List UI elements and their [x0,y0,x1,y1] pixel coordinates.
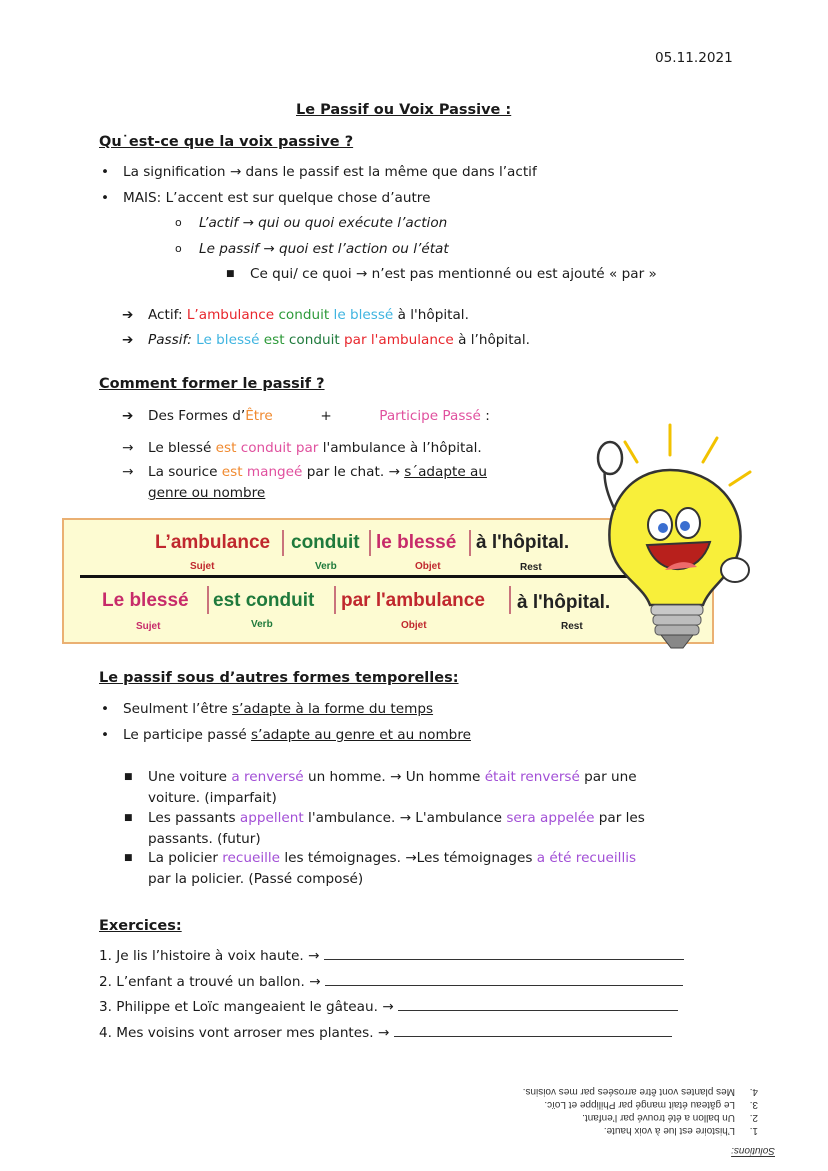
solutions-upside-down [470,1068,780,1158]
heading-tenses: Le passif sous d’autres formes temporelles: [99,670,459,686]
text-segment: recueille [222,850,281,866]
text-line [199,214,447,232]
text-line [148,463,487,481]
text-line [148,407,490,425]
text-segment: par les [594,810,645,826]
text-segment: Le passif → quoi est l’action ou l’état [199,241,449,257]
diagram-separator [80,575,638,578]
text-segment: : [480,408,490,424]
text-segment: Le blessé [191,332,260,348]
exercise-2 [99,973,683,991]
text-segment: L’actif → qui ou quoi exécute l’action [199,215,448,231]
text-segment: MAIS: L’accent est sur quelque chose d’autre [123,190,431,206]
exercise-text: 1. Je lis l’histoire à voix haute. → [99,948,324,964]
text-line [148,768,637,786]
diagram-object: par l'ambulance [341,590,485,611]
label-verb: Verb [315,561,337,572]
arrow-icon: → [122,440,134,456]
heading-what-is-passive: Qu˙est-ce que la voix passive ? [99,134,354,150]
text-segment: Le participe passé [123,727,252,743]
text-segment: Ce qui/ ce quoi → n’est pas mentionné ou est ajouté « par » [250,266,657,282]
text-segment: Participe Passé [379,408,481,424]
exercise-text: 3. Philippe et Loïc mangeaient le gâteau. → [99,999,398,1015]
text-line [123,700,433,718]
text-segment: est [215,440,237,456]
text-segment: s’adapte au genre et au nombre [251,727,471,743]
text-segment: par une [579,769,637,785]
circle-bullet-icon: o [175,242,182,255]
text-segment: Seulment l’être [123,701,233,717]
label-verb: Verb [251,619,273,630]
circle-bullet-icon: o [175,216,182,229]
text-line [148,484,265,502]
text-segment: était renversé [484,769,580,785]
diagram-verb: est conduit [213,590,315,611]
text-line [148,849,636,867]
text-segment: l'ambulance à l’hôpital. [318,440,482,456]
text-segment: + [272,408,380,424]
date: 05.11.2021 [655,50,733,66]
bullet-icon: • [101,727,110,743]
exercise-3 [99,998,678,1016]
diagram-subject: Le blessé [102,590,189,611]
text-segment: s’adapte à la forme du temps [232,701,434,717]
solution-text: L’histoire est lue à voix haute. [603,1125,735,1136]
solution-number: 3. [749,1099,758,1110]
text-line [199,240,449,258]
exercise-text: 2. L’enfant a trouvé un ballon. → [99,974,325,990]
solution-text: Mes plantes vont être arrosées par mes voisins. [522,1086,735,1097]
text-segment: à l’hôpital. [453,332,530,348]
divider [334,586,336,614]
text-segment: L’ambulance [186,307,275,323]
label-object: Objet [401,620,427,631]
text-segment: conduit [284,332,340,348]
arrow-icon: ➔ [122,332,134,348]
text-segment: le blessé [329,307,394,323]
diagram-verb: conduit [291,532,360,553]
text-segment: mangeé [242,464,303,480]
text-line [148,439,482,457]
answer-blank[interactable] [394,1024,672,1037]
text-segment: les témoignages. →Les témoignages [280,850,537,866]
divider [207,586,209,614]
square-bullet-icon: ■ [226,269,235,279]
diagram-rest: à l'hôpital. [476,532,570,553]
arrow-icon: ➔ [122,408,134,424]
divider [369,530,371,556]
text-line [148,809,645,827]
diagram-subject: L’ambulance [155,532,271,553]
divider [509,586,511,614]
label-rest: Rest [520,562,542,573]
text-segment: s´adapte au [404,464,487,480]
text-segment: voiture. (imparfait) [148,790,277,806]
solution-text: Un ballon a été trouvé par l’enfant. [582,1112,735,1123]
heading-how-to-form: Comment former le passif ? [99,376,325,392]
text-line [250,265,657,283]
label-subject: Sujet [190,561,215,572]
text-segment: a renversé [231,769,304,785]
answer-blank[interactable] [324,947,684,960]
exercise-text: 4. Mes voisins vont arroser mes plantes. → [99,1025,394,1041]
arrow-icon: → [122,464,134,480]
heading-exercises: Exercices: [99,918,182,934]
text-segment: Actif: [148,307,187,323]
solution-number: 1. [749,1125,758,1136]
label-rest: Rest [561,621,583,632]
text-segment: passants. (futur) [148,831,261,847]
text-line [123,163,537,181]
solutions-heading: Solutions: [731,1145,775,1156]
exercise-1 [99,947,684,965]
text-segment: est [221,464,243,480]
text-segment: Des Formes d’ [148,408,246,424]
text-segment: l'ambulance. → L'ambulance [303,810,507,826]
bullet-icon: • [101,164,110,180]
answer-blank[interactable] [398,998,678,1011]
diagram-object: le blessé [376,532,457,553]
text-line [123,726,471,744]
solution-text: Le gâteau était mangé par Philippe et Loïc. [544,1099,735,1110]
text-segment: à l'hôpital. [393,307,469,323]
text-segment: conduit par [236,440,319,456]
bullet-icon: • [101,701,110,717]
text-segment: par le chat. → [302,464,405,480]
text-line [148,870,363,888]
text-segment: par la policier. (Passé composé) [148,871,364,887]
text-segment: La signification → dans le passif est la même que dans l’actif [123,164,537,180]
text-segment: Passif: [148,332,192,348]
label-object: Objet [415,561,441,572]
text-segment: sera appelée [506,810,595,826]
text-segment: un homme. → Un homme [303,769,485,785]
text-line [148,306,469,324]
bullet-icon: • [101,190,110,206]
text-segment: genre ou nombre [148,485,266,501]
text-line [148,789,277,807]
square-bullet-icon: ■ [124,813,133,823]
exercise-4 [99,1024,672,1042]
diagram-rest: à l'hôpital. [517,592,611,613]
divider [282,530,284,556]
text-segment: Les passants [148,810,240,826]
square-bullet-icon: ■ [124,853,133,863]
text-segment: Une voiture [148,769,232,785]
text-segment: Le blessé [148,440,216,456]
label-subject: Sujet [136,621,161,632]
text-segment: La sourice [148,464,222,480]
answer-blank[interactable] [325,973,683,986]
text-line [123,189,430,207]
text-segment: conduit [274,307,330,323]
solution-number: 2. [749,1112,758,1123]
text-segment: appellent [239,810,304,826]
lightbulb-mascot-icon [585,420,755,655]
text-segment: Être [245,408,273,424]
text-segment: a été recueillis [536,850,637,866]
solution-number: 4. [749,1086,758,1097]
text-line [148,830,261,848]
arrow-icon: ➔ [122,307,134,323]
text-segment: est [259,332,285,348]
divider [469,530,471,556]
text-line [148,331,530,349]
square-bullet-icon: ■ [124,772,133,782]
page-title: Le Passif ou Voix Passive : [296,102,512,118]
text-segment: par l'ambulance [339,332,454,348]
text-segment: La policier [148,850,223,866]
